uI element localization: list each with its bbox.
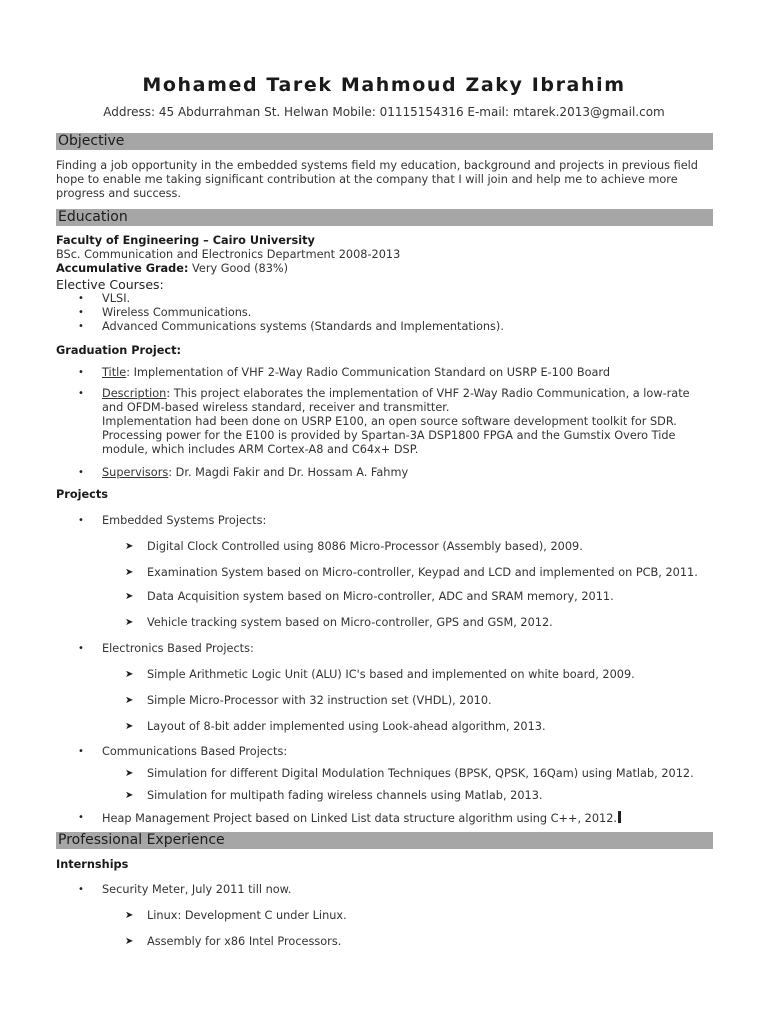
desc-line: Implementation had been done on USRP E100, an open source software development toolkit for SDR. (102, 415, 677, 428)
degree: BSc. Communication and Electronics Department 2008-2013 (56, 248, 401, 261)
project-item: Simple Micro-Processor with 32 instruction set (VHDL), 2010. (147, 694, 492, 707)
arrow-icon: ➤ (125, 567, 134, 578)
elective-heading: Elective Courses: (56, 277, 164, 292)
arrow-icon: ➤ (125, 669, 134, 680)
grade (56, 262, 288, 276)
title-text: : Implementation of VHF 2-Way Radio Communication Standard on USRP E-100 Board (126, 366, 611, 379)
project-item: Vehicle tracking system based on Micro-controller, GPS and GSM, 2012. (147, 616, 553, 629)
elective-item: Advanced Communications systems (Standards and Implementations). (102, 320, 504, 333)
project-item: Simulation for multipath fading wireless channels using Matlab, 2013. (147, 789, 543, 802)
bullet-icon: • (78, 467, 84, 478)
desc-line: module, which includes ARM Cortex-A8 and C64x+ DSP. (102, 443, 419, 456)
arrow-icon: ➤ (125, 617, 134, 628)
projects-heading: Projects (56, 488, 108, 501)
bullet-icon: • (78, 367, 84, 378)
grad-title (102, 366, 610, 380)
section-education: Education (56, 209, 713, 226)
grad-supervisors (102, 466, 408, 480)
desc-line: Processing power for the E100 is provided by Spartan-3A DSP1800 FPGA and the Gumstix Overo Tide (102, 429, 676, 442)
project-item: Examination System based on Micro-controller, Keypad and LCD and implemented on PCB, 2011. (147, 566, 698, 579)
objective-line: Finding a job opportunity in the embedded systems field my education, background and projects in previous field (56, 159, 698, 172)
arrow-icon: ➤ (125, 541, 134, 552)
arrow-icon: ➤ (125, 695, 134, 706)
objective-line: hope to enable me taking significant contribution at the company that I will join and help me to achieve more (56, 173, 678, 186)
bullet-icon: • (78, 643, 84, 654)
faculty: Faculty of Engineering – Cairo University (56, 234, 315, 247)
elective-item: VLSI. (102, 292, 131, 305)
arrow-icon: ➤ (125, 790, 134, 801)
embedded-heading: Embedded Systems Projects: (102, 514, 267, 527)
desc-line: : This project elaborates the implementation of VHF 2-Way Radio Communication, a low-rate (166, 387, 690, 400)
bullet-icon: • (78, 388, 84, 399)
arrow-icon: ➤ (125, 910, 134, 921)
electronics-heading: Electronics Based Projects: (102, 642, 254, 655)
title-label: Title (102, 366, 127, 379)
bullet-icon: • (78, 321, 84, 332)
desc-line: and OFDM-based wireless standard, receiver and transmitter. (102, 401, 450, 414)
sup-text: : Dr. Magdi Fakir and Dr. Hossam A. Fahmy (168, 466, 409, 479)
project-item: Data Acquisition system based on Micro-controller, ADC and SRAM memory, 2011. (147, 590, 614, 603)
project-item: Digital Clock Controlled using 8086 Micro-Processor (Assembly based), 2009. (147, 540, 583, 553)
grade-value: Very Good (83%) (188, 262, 289, 275)
desc-label: Description (102, 387, 167, 400)
bullet-icon: • (78, 293, 84, 304)
project-item: Simple Arithmetic Logic Unit (ALU) IC's based and implemented on white board, 2009. (147, 668, 635, 681)
arrow-icon: ➤ (125, 591, 134, 602)
objective-line: progress and success. (56, 187, 181, 200)
contact-line: Address: 45 Abdurrahman St. Helwan Mobile: 01115154316 E-mail: mtarek.2013@gmail.com (103, 105, 665, 119)
internship-detail: Assembly for x86 Intel Processors. (147, 935, 342, 948)
heap-text: Heap Management Project based on Linked List data structure algorithm using C++, 2012. (102, 812, 617, 825)
comm-heading: Communications Based Projects: (102, 745, 288, 758)
internships-heading: Internships (56, 858, 129, 871)
project-item: Simulation for different Digital Modulation Techniques (BPSK, QPSK, 16Qam) using Matlab, 2012. (147, 767, 694, 780)
section-objective: Objective (56, 133, 713, 150)
bullet-icon: • (78, 515, 84, 526)
elective-item: Wireless Communications. (102, 306, 252, 319)
grad-description (102, 387, 690, 401)
bullet-icon: • (78, 812, 84, 823)
heap-project (102, 811, 621, 826)
arrow-icon: ➤ (125, 721, 134, 732)
internship-detail: Linux: Development C under Linux. (147, 909, 347, 922)
internship-item: Security Meter, July 2011 till now. (102, 883, 292, 896)
project-item: Layout of 8-bit adder implemented using Look-ahead algorithm, 2013. (147, 720, 546, 733)
arrow-icon: ➤ (125, 768, 134, 779)
text-cursor (618, 811, 621, 823)
bullet-icon: • (78, 746, 84, 757)
grade-label: Accumulative Grade: (56, 262, 189, 275)
resume-name: Mohamed Tarek Mahmoud Zaky Ibrahim (142, 74, 626, 96)
section-experience: Professional Experience (56, 832, 713, 849)
bullet-icon: • (78, 884, 84, 895)
sup-label: Supervisors (102, 466, 169, 479)
bullet-icon: • (78, 307, 84, 318)
arrow-icon: ➤ (125, 936, 134, 947)
graduation-heading: Graduation Project: (56, 344, 181, 357)
